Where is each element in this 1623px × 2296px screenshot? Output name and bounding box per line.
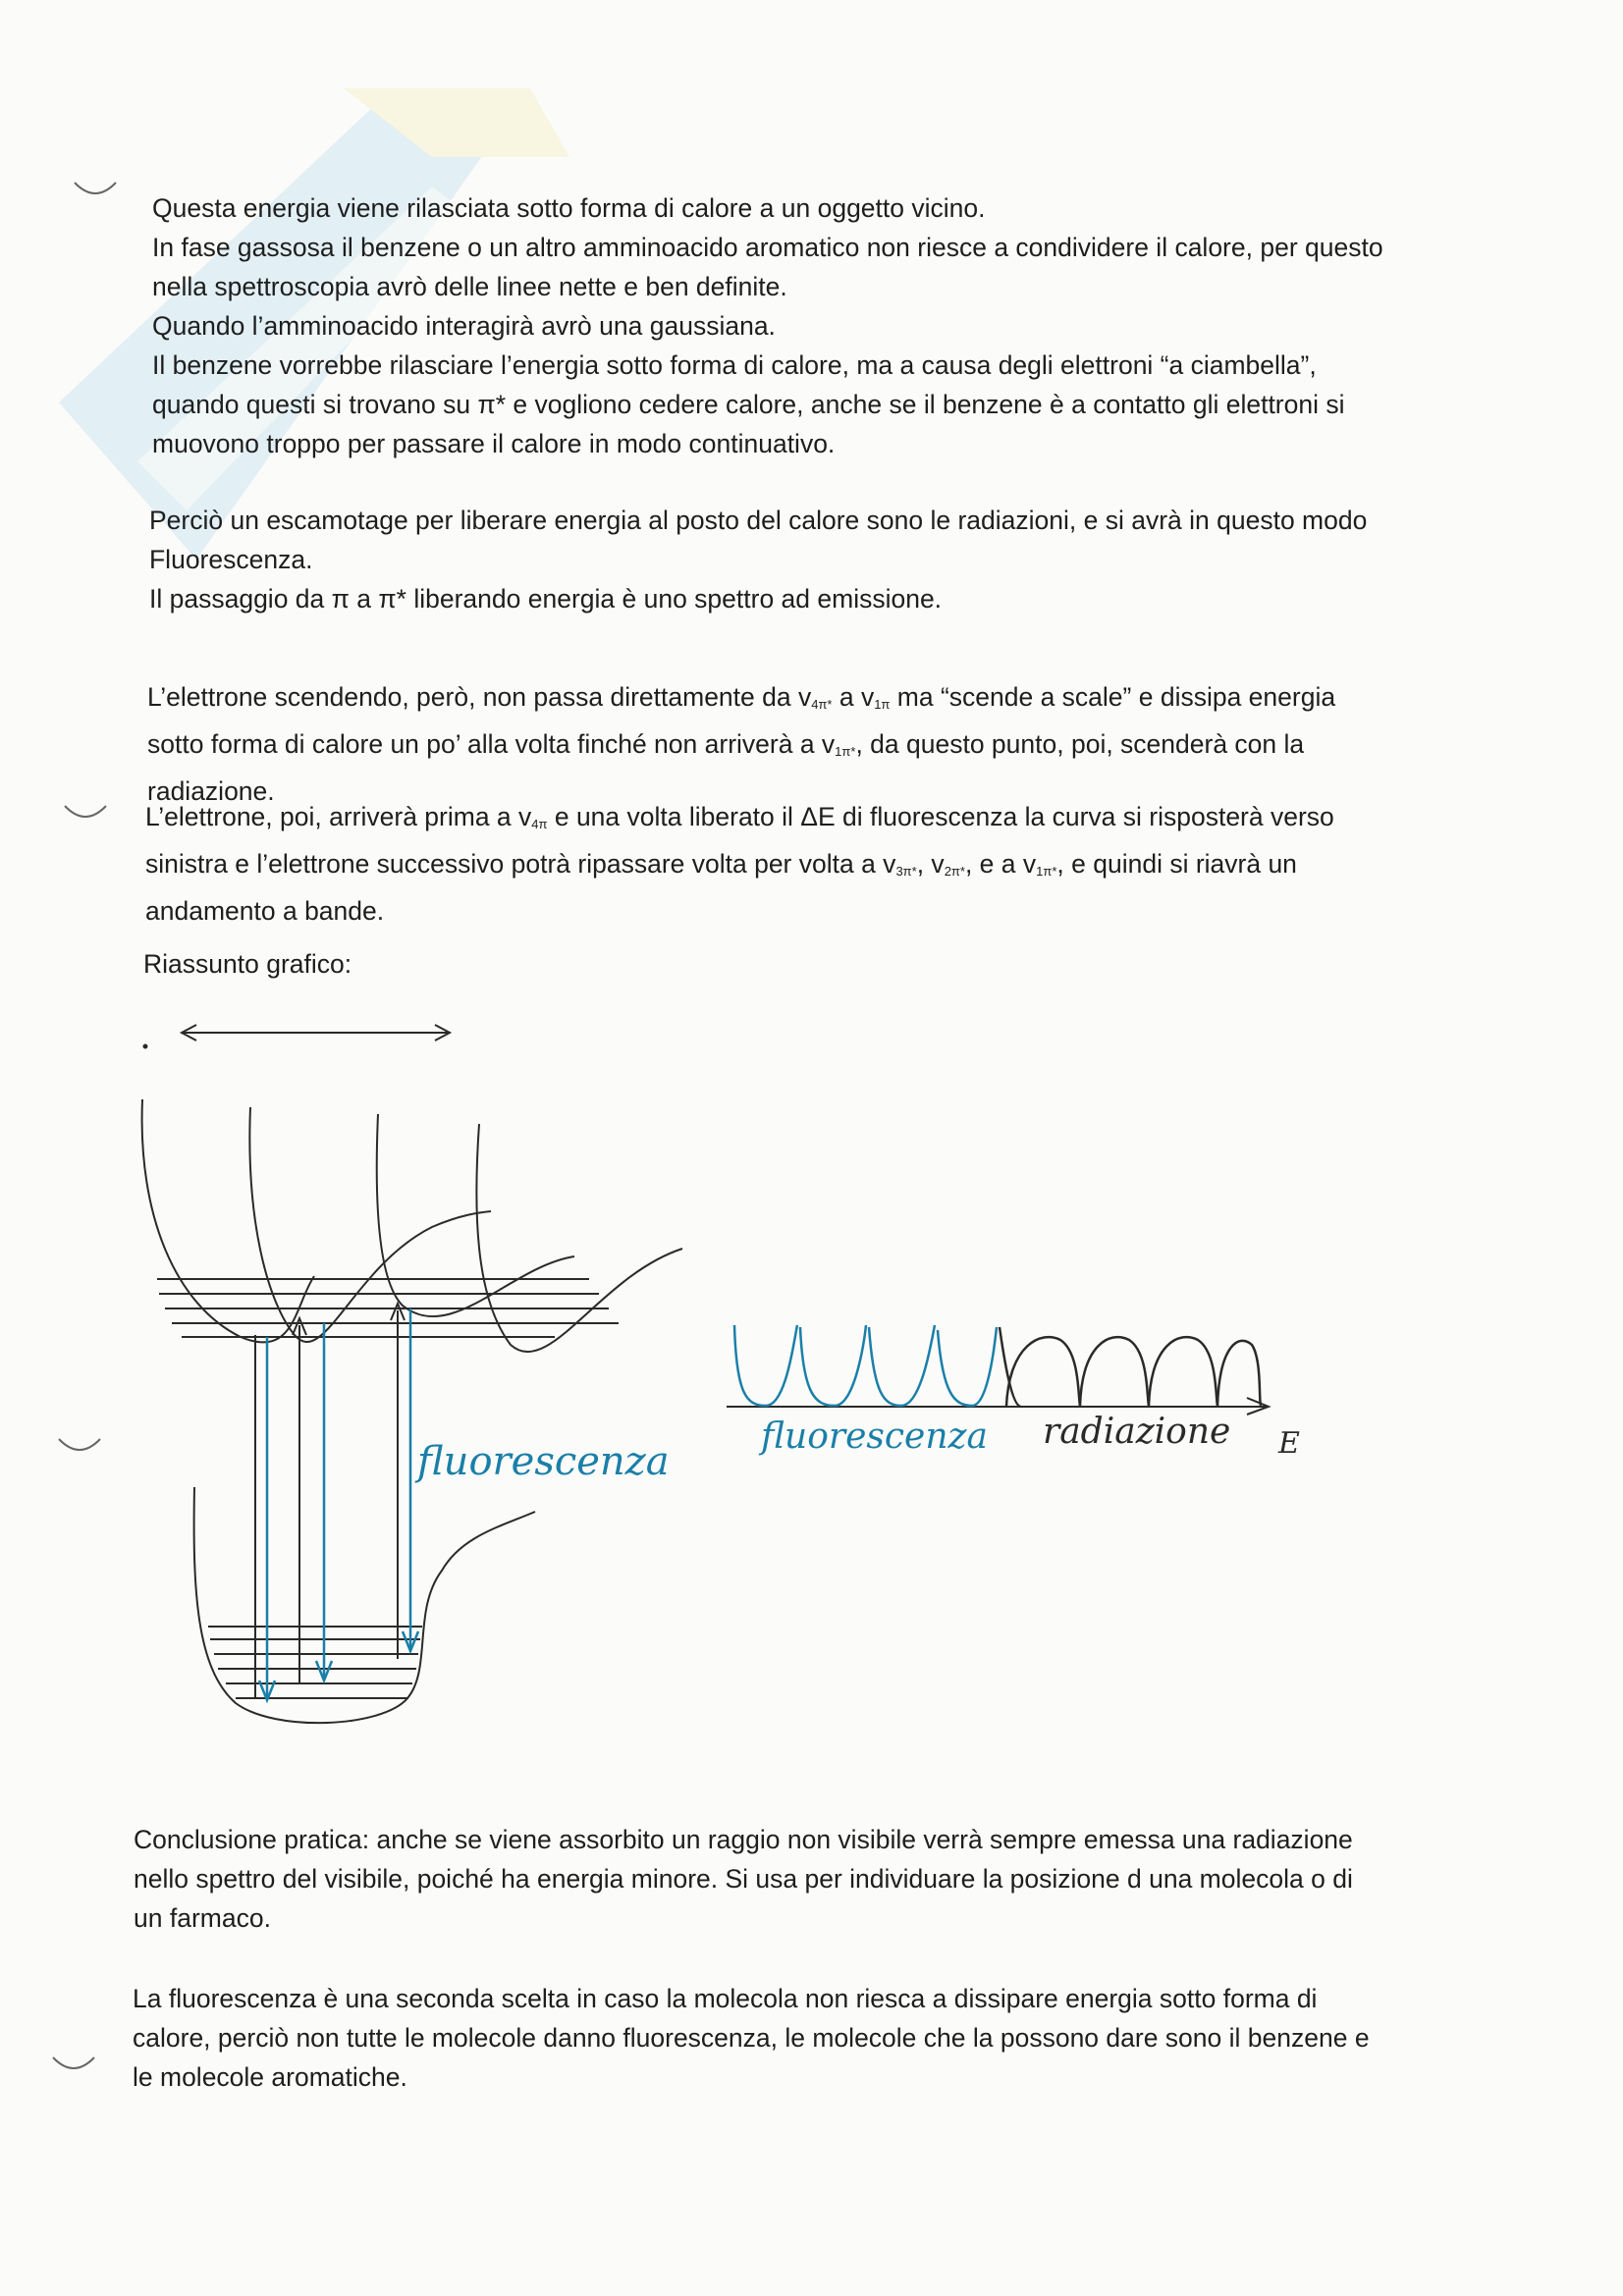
subscript: 1π* [1036,864,1057,879]
subscript: 3π* [895,864,917,879]
text-line: Riassunto grafico: [143,949,352,979]
text-line: In fase gassosa il benzene o un altro amminoacido aromatico non riesce a condividere il calore, per questo [152,233,1383,262]
label-fluorescence-vertical: fluorescenza [417,1439,670,1484]
text-line: radiazione. [147,776,275,806]
text-run: , e a v [964,849,1037,879]
text-line: muovono troppo per passare il calore in modo continuativo. [152,429,836,458]
double-arrow-icon [144,1025,451,1048]
text-line: quando questi si trovano su π* e vogliono cedere calore, anche se il benzene è a contatto gli elettroni si [152,390,1345,419]
text-run: , e quindi si riavrà un [1056,849,1297,879]
subscript: 4π* [811,697,833,712]
text-line: Fluorescenza. [149,545,313,574]
text-line: Il benzene vorrebbe rilasciare l’energia sotto forma di calore, ma a causa degli elettroni “a ciambella”, [152,350,1317,380]
label-spectrum-radiation: radiazione [1043,1412,1231,1452]
paragraph-fluorescence-second-choice [133,1979,1478,2097]
text-run: a v [832,682,875,712]
text-run: L’elettrone, poi, arriverà prima a v [145,802,532,831]
binder-hole-icon [49,2052,98,2081]
text-run: L’elettrone scendendo, però, non passa direttamente da v [147,682,812,712]
text-line: andamento a bande. [145,896,385,926]
spectrum-bands [734,1325,1261,1407]
text-line: le molecole aromatiche. [133,2062,407,2092]
text-line: nello spettro del visibile, poiché ha energia minore. Si usa per individuare la posizione d una molecola o di [134,1864,1353,1894]
text-line: un farmaco. [134,1903,271,1933]
label-energy-axis: E [1278,1426,1300,1461]
text-line: Questa energia viene rilasciata sotto forma di calore a un oggetto vicino. [152,193,986,223]
text-line: nella spettroscopia avrò delle linee nette e ben definite. [152,272,787,301]
text-line: Il passaggio da π a π* liberando energia è uno spettro ad emissione. [149,584,943,614]
subscript: 1π* [835,744,856,759]
text-run: , v [916,849,945,879]
text-run: ma “scende a scale” e dissipa energia [890,682,1336,712]
text-line: Perciò un escamotage per liberare energia al posto del calore sono le radiazioni, e si avrà in questo modo [149,506,1368,535]
text-run: , da questo punto, poi, scenderà con la [855,729,1305,759]
ground-state-curve [194,1487,535,1723]
text-run: sinistra e l’elettrone successivo potrà ripassare volta per volta a v [145,849,896,879]
fluorescence-arrows [259,1308,418,1700]
text-run: e una volta liberato il ΔE di fluorescenza la curva si risposterà verso [547,802,1334,831]
text-line: La fluorescenza è una seconda scelta in caso la molecola non riesca a dissipare energia sotto forma di [133,1984,1318,2013]
subscript: 4π [531,817,548,831]
paragraph-practical-conclusion [134,1820,1479,1938]
text-run: sotto forma di calore un po’ alla volta finché non arriverà a v [147,729,836,759]
subscript: 2π* [944,864,965,879]
text-line: Conclusione pratica: anche se viene assorbito un raggio non visibile verrà sempre emessa una radiazione [134,1825,1353,1854]
text-line: calore, perciò non tutte le molecole danno fluorescenza, le molecole che la possono dare sono il benzene e [133,2023,1370,2053]
subscript: 1π [874,697,891,712]
excited-state-curves [142,1099,682,1352]
label-spectrum-fluorescence: fluorescenza [761,1416,988,1457]
text-line: Quando l’amminoacido interagirà avrò una gaussiana. [152,311,776,341]
